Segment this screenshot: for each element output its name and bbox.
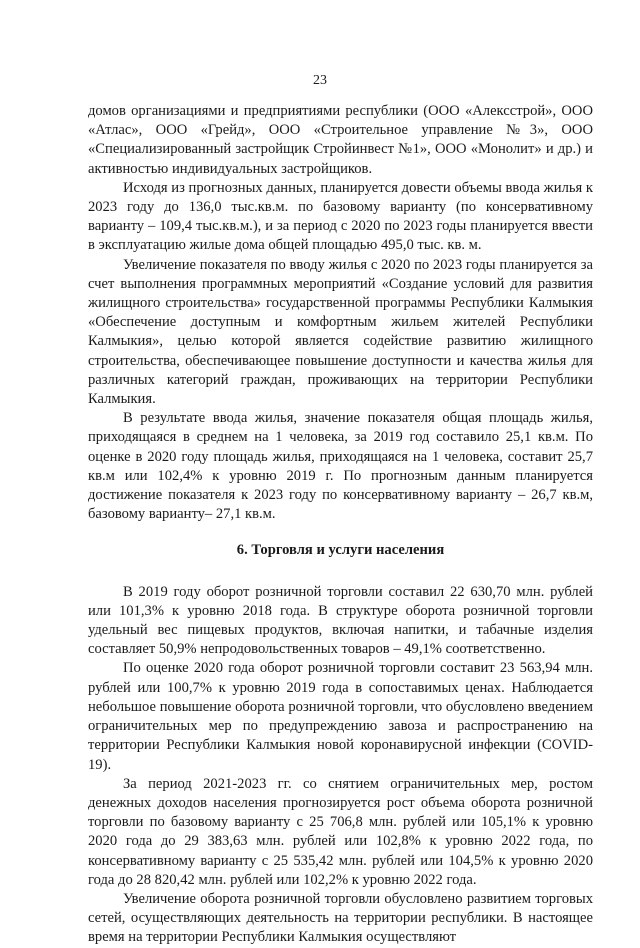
paragraph-retail-networks: Увеличение оборота розничной торговли обусловлено развитием торговых сетей, осуществляющих деятельность на территории республики. В настоящее время на территории Республики Калмыкия осуществляют xyxy=(88,890,593,946)
paragraph-developers-list: домов организациями и предприятиями республики (ООО «Алексстрой», ООО «Атлас», ООО «Грейд», ООО «Строительное управление №3», ООО «Специализированный застройщик Стройинвест №1», ООО «Монолит» и др.) и активностью индивидуальных застройщиков. xyxy=(88,103,593,177)
page-number: 23 xyxy=(313,73,327,88)
paragraph-housing-program: Увеличение показателя по вводу жилья с 2020 по 2023 годы планируется за счет выполнения программных мероприятий «Создание условий для развития жилищного строительства» государственной программы Республики Калмыкия «Обеспечение доступным и комфортным жильем жителей Республики Калмыкия», целью которой является содействие развитию жилищного строительства, обеспечивающее повышение доступности и качества жилья для различных категорий граждан, проживающих на территории Республики Калмыкия. xyxy=(88,256,593,408)
document-body xyxy=(88,102,593,948)
paragraph-housing-per-capita: В результате ввода жилья, значение показателя общая площадь жилья, приходящаяся в среднем на 1 человека, за 2019 год составило 25,1 кв.м. По оценке в 2020 году площадь жилья, приходящаяся на 1 человека, составит 25,7 кв.м или 102,4% к уровню 2019 г. По прогнозным данным планируется достижение показателя к 2023 году по консервативному варианту – 26,7 кв.м, базовому варианту– 27,1 кв.м. xyxy=(88,410,593,523)
section-heading: 6. Торговля и услуги населения xyxy=(236,542,445,559)
paragraph-retail-forecast: За период 2021-2023 гг. со снятием ограничительных мер, ростом денежных доходов населения прогнозируется рост объема оборота розничной торговли по базовому варианту с 25 706,8 млн. рублей или 105,1% к уровню 2020 года до 29 383,63 млн. рублей или 102,8% к уровню 2022 года, по консервативному варианту с 25 535,42 млн. рублей или 104,5% к уровню 2020 года до 28 820,42 млн. рублей или 102,2% к уровню 2022 года. xyxy=(88,775,593,888)
paragraph-retail-2020: По оценке 2020 года оборот розничной торговли составит 23 563,94 млн. рублей или 100,7% к уровню 2019 года в сопоставимых ценах. Наблюдается небольшое повышение оборота розничной торговли, что обусловлено введением ограничительных мер по предупреждению завоза и распространению на территории Республики Калмыкия новой коронавирусной инфекции (COVID-19). xyxy=(88,660,593,773)
paragraph-retail-2019: В 2019 году оборот розничной торговли составил 22 630,70 млн. рублей или 101,3% к уровню 2018 года. В структуре оборота розничной торговли удельный вес пищевых продуктов, включая напитки, и табачные изделия составляет 50,9% непродовольственных товаров – 49,1% соответственно. xyxy=(88,583,593,658)
paragraph-housing-forecast: Исходя из прогнозных данных, планируется довести объемы ввода жилья к 2023 году до 136,0 тыс.кв.м. по базовому варианту (по консервативному варианту – 109,4 тыс.кв.м.), и за период с 2020 по 2023 годы планируется ввести в эксплуатацию жилые дома общей площадью 495,0 тыс. кв. м. xyxy=(88,179,593,254)
